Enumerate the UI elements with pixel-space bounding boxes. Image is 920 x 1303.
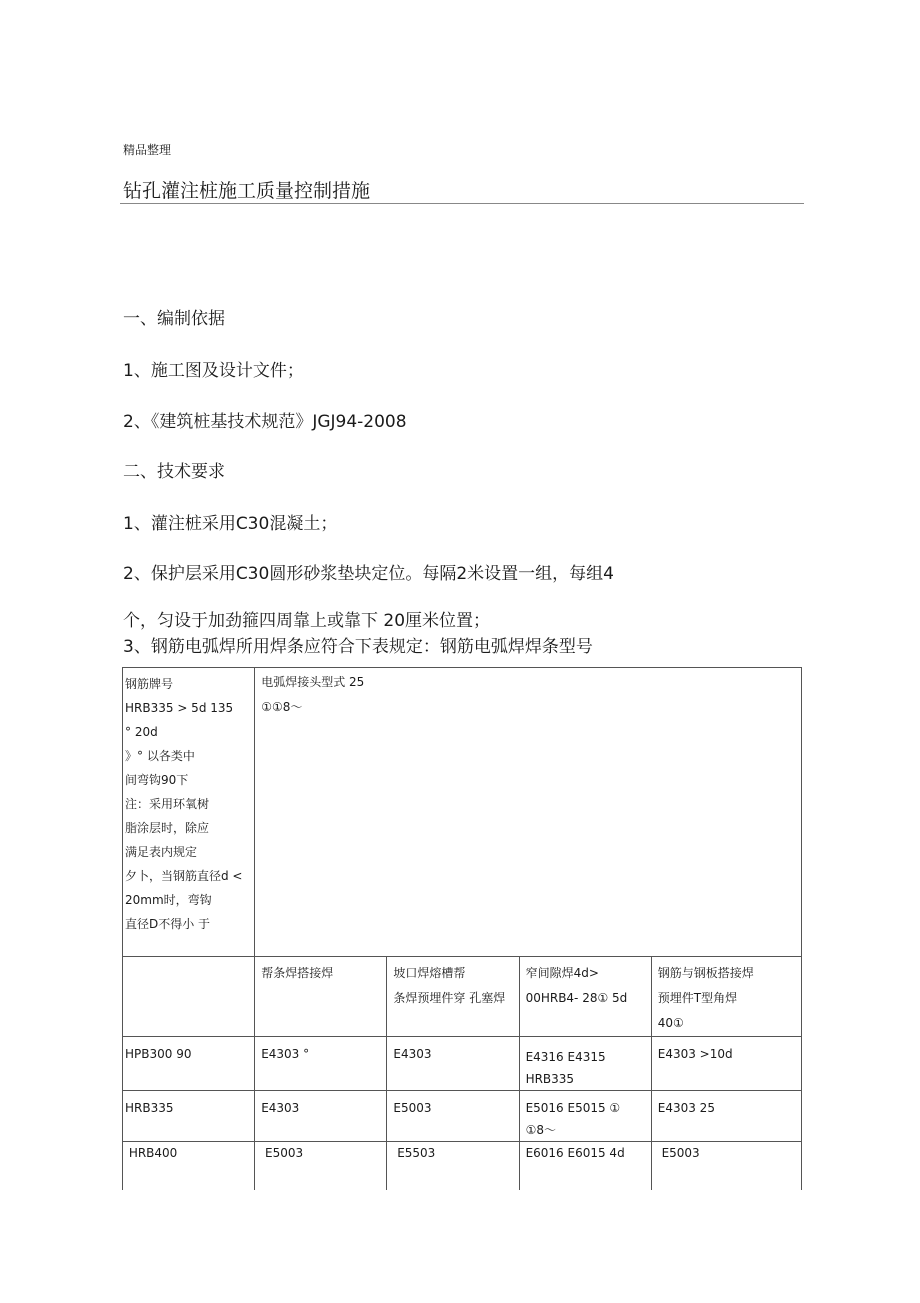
table-cell: [519, 1091, 651, 1142]
paragraph-requirement-1: 1、灌注桩采用C30混凝土；: [123, 514, 338, 534]
table-cell-line: 窄间隙焊4d>: [525, 966, 599, 980]
table-cell-joint-type-header: [255, 668, 802, 957]
table-cell-line: E4303 >10d: [657, 1047, 733, 1061]
table-cell-grade-header: [123, 668, 255, 957]
table-cell-line: 》° 以各类中: [125, 749, 195, 763]
table-cell-line: HRB335: [525, 1072, 575, 1086]
table-cell: [519, 1142, 651, 1190]
table-cell-line: E6016 E6015 4d: [525, 1146, 625, 1160]
section-heading-requirements: 二、技术要求: [123, 462, 225, 482]
table-cell-line: E5016 E5015 ①: [525, 1101, 621, 1115]
table-row: [123, 1037, 802, 1091]
table-row: [123, 1091, 802, 1142]
table-cell-line: 直径D不得小 于: [125, 917, 211, 931]
table-cell: [519, 1037, 651, 1091]
table-cell-line: E5003: [393, 1101, 432, 1115]
table-cell-line: 电弧焊接头型式 25: [261, 675, 365, 689]
table-cell-empty: [123, 957, 255, 1037]
table-cell-line: E5003: [261, 1146, 304, 1160]
table-cell-line: 帮条焊搭接焊: [261, 966, 334, 980]
table-cell-line: E4303 °: [261, 1047, 310, 1061]
table-cell-line: 间弯钩90下: [125, 773, 189, 787]
table-cell-line: 坡口焊熔槽帮: [393, 966, 466, 980]
table-cell: [651, 1091, 801, 1142]
table-row: [123, 957, 802, 1037]
table-cell: [651, 1142, 801, 1190]
table-cell-line: 脂涂层时，除应: [125, 821, 210, 835]
table-cell: [387, 1142, 519, 1190]
table-cell-line: ° 20d: [125, 725, 158, 739]
title-divider: [120, 203, 804, 204]
table-cell-line: ①①8～: [261, 700, 303, 714]
header-note: 精品整理: [123, 143, 172, 157]
table-cell: [387, 1037, 519, 1091]
table-cell-grade: [123, 1037, 255, 1091]
table-cell-line: 夕卜，当钢筋直径d <: [125, 869, 243, 883]
table-cell: [387, 1091, 519, 1142]
table-cell-line: 满足表内规定: [125, 845, 198, 859]
table-cell-line: 钢筋与钢板搭接焊: [657, 966, 754, 980]
table-cell-type: [519, 957, 651, 1037]
table-cell-line: 20mm时，弯钩: [125, 893, 212, 907]
table-cell-grade: [123, 1091, 255, 1142]
table-cell-line: 预埋件T型角焊: [657, 991, 738, 1005]
table-cell-line: ①8～: [525, 1123, 556, 1137]
table-cell-grade: [123, 1142, 255, 1190]
table-cell-line: HPB300 90: [125, 1047, 192, 1061]
table-cell-line: 钢筋牌号: [125, 677, 174, 691]
table-cell-type: [255, 957, 387, 1037]
table-cell-line: E5003: [657, 1146, 700, 1160]
document-title: 钻孔灌注桩施工质量控制措施: [123, 180, 371, 202]
section-heading-basis: 一、编制依据: [123, 309, 225, 329]
table-cell-line: 40①: [657, 1016, 684, 1030]
table-cell: [255, 1091, 387, 1142]
paragraph-basis-2: 2、《建筑桩基技术规范》JGJ94-2008: [123, 412, 407, 432]
table-cell-line: HRB400: [125, 1146, 178, 1160]
welding-rod-table: [122, 667, 802, 1190]
table-row: [123, 1142, 802, 1190]
table-cell-line: E4303 25: [657, 1101, 715, 1115]
table-cell-line: 注：采用环氧树: [125, 797, 210, 811]
table-cell-line: HRB335 > 5d 135: [125, 701, 234, 715]
table-cell-line: 00HRB4- 28① 5d: [525, 991, 628, 1005]
table-cell: [651, 1037, 801, 1091]
paragraph-requirement-2: 2、保护层采用C30圆形砂浆垫块定位。每隔2米设置一组，每组4: [123, 564, 614, 584]
paragraph-requirement-3: 3、钢筋电弧焊所用焊条应符合下表规定：钢筋电弧焊焊条型号: [123, 637, 593, 657]
table-cell-type: [651, 957, 801, 1037]
table-cell-line: E5503: [393, 1146, 436, 1160]
table-cell: [255, 1142, 387, 1190]
table-cell-line: 条焊预埋件穿 孔塞焊: [393, 991, 506, 1005]
table-row: [123, 668, 802, 957]
table-cell-type: [387, 957, 519, 1037]
paragraph-requirement-2-cont: 个，匀设于加劲箍四周靠上或靠下 20厘米位置；: [123, 611, 491, 631]
table-cell-line: E4303: [393, 1047, 432, 1061]
table-cell: [255, 1037, 387, 1091]
table-cell-line: E4303: [261, 1101, 300, 1115]
paragraph-basis-1: 1、施工图及设计文件；: [123, 361, 304, 381]
table-cell-line: HRB335: [125, 1101, 174, 1115]
table-cell-line: E4316 E4315: [525, 1050, 606, 1064]
